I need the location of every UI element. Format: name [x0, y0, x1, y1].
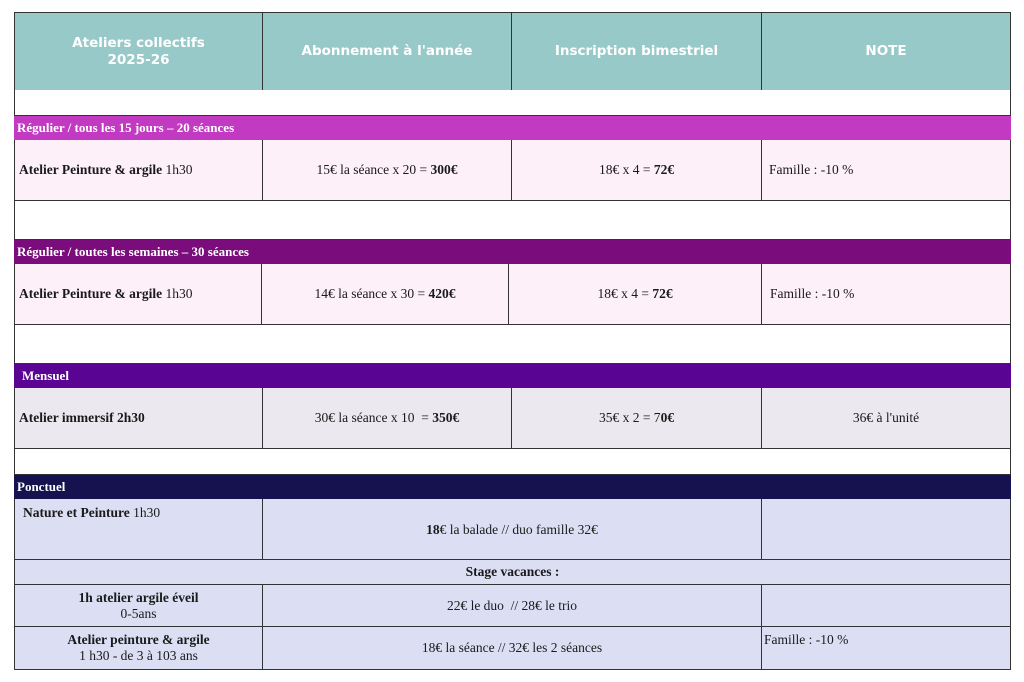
row15-bimestriel	[512, 140, 762, 201]
row15-annual	[263, 140, 512, 201]
row30-name	[14, 264, 262, 325]
nature-price-bold: 18	[426, 522, 440, 537]
row15-name	[14, 140, 263, 201]
row30-annual-text: 14€ la séance x 30 =	[314, 286, 429, 301]
nature-price	[263, 499, 762, 560]
row30-bimestriel	[509, 264, 762, 325]
header-title-line1: Ateliers collectifs	[72, 34, 205, 51]
spacer-row	[14, 449, 1011, 475]
eveil-price: 22€ le duo // 28€ le trio	[263, 585, 762, 627]
peinture-name-line2: 1 h30 - de 3 à 103 ans	[79, 648, 198, 663]
band-ponctuel: Ponctuel	[14, 475, 1011, 499]
spacer-row	[14, 201, 1011, 240]
row30-bi-text: 18€ x 4 =	[597, 286, 653, 301]
mensuel-note: 36€ à l'unité	[762, 388, 1011, 449]
header-abonnement: Abonnement à l'année	[263, 13, 512, 90]
nature-price-text: € la balade // duo famille 32€	[439, 522, 598, 537]
row30-bi-total: 72€	[652, 286, 673, 301]
eveil-name	[14, 585, 263, 627]
stage-vacances-label: Stage vacances :	[465, 564, 560, 579]
row15-note: Famille : -10 %	[762, 140, 1011, 201]
band-mensuel: Mensuel	[14, 364, 1011, 388]
mensuel-name	[14, 388, 263, 449]
row30-annual	[262, 264, 509, 325]
row15-annual-total: 300€	[430, 162, 458, 177]
nature-name-bold: Nature et Peinture	[23, 505, 130, 520]
mensuel-annual-total: 350€	[432, 410, 460, 425]
stage-vacances-title	[14, 560, 1011, 585]
row15-name-bold: Atelier Peinture & argile	[19, 162, 163, 177]
header-note: NOTE	[762, 13, 1011, 90]
peinture-name	[14, 627, 263, 670]
band-semaines: Régulier / toutes les semaines – 30 séances	[14, 240, 1011, 264]
nature-name	[14, 499, 263, 560]
peinture-name-line1: Atelier peinture & argile	[67, 632, 210, 647]
row15-bi-total: 72€	[653, 162, 675, 177]
spacer-row	[14, 325, 1011, 364]
row15-bi-text: 18€ x 4 =	[598, 162, 654, 177]
eveil-name-line2: 0-5ans	[120, 605, 157, 621]
row15-name-duration: 1h30	[162, 162, 193, 177]
eveil-name-line1: 1h atelier argile éveil	[78, 589, 199, 605]
mensuel-bi-text: 35€ x 2 = 7	[598, 410, 661, 425]
mensuel-bi-total: 0€	[660, 410, 675, 425]
nature-note	[762, 499, 1011, 560]
band-15-jours: Régulier / tous les 15 jours – 20 séances	[14, 116, 1011, 140]
spacer-row	[14, 90, 1011, 116]
mensuel-annual-text: 30€ la séance x 10 =	[314, 410, 433, 425]
mensuel-name-bold: Atelier immersif 2h30	[19, 410, 145, 425]
peinture-note: Famille : -10 %	[762, 627, 1011, 670]
mensuel-bimestriel	[512, 388, 762, 449]
peinture-price: 18€ la séance // 32€ les 2 séances	[263, 627, 762, 670]
eveil-note	[762, 585, 1011, 627]
header-title-line2: 2025-26	[107, 51, 170, 68]
header-inscription: Inscription bimestriel	[512, 13, 762, 90]
row30-annual-total: 420€	[428, 286, 456, 301]
row30-name-bold: Atelier Peinture & argile	[19, 286, 163, 301]
row30-note: Famille : -10 %	[762, 264, 1011, 325]
mensuel-annual	[263, 388, 512, 449]
header-ateliers-collectifs	[15, 13, 263, 90]
nature-name-duration: 1h30	[129, 505, 161, 520]
row15-annual-text: 15€ la séance x 20 =	[316, 162, 431, 177]
row30-name-duration: 1h30	[162, 286, 193, 301]
